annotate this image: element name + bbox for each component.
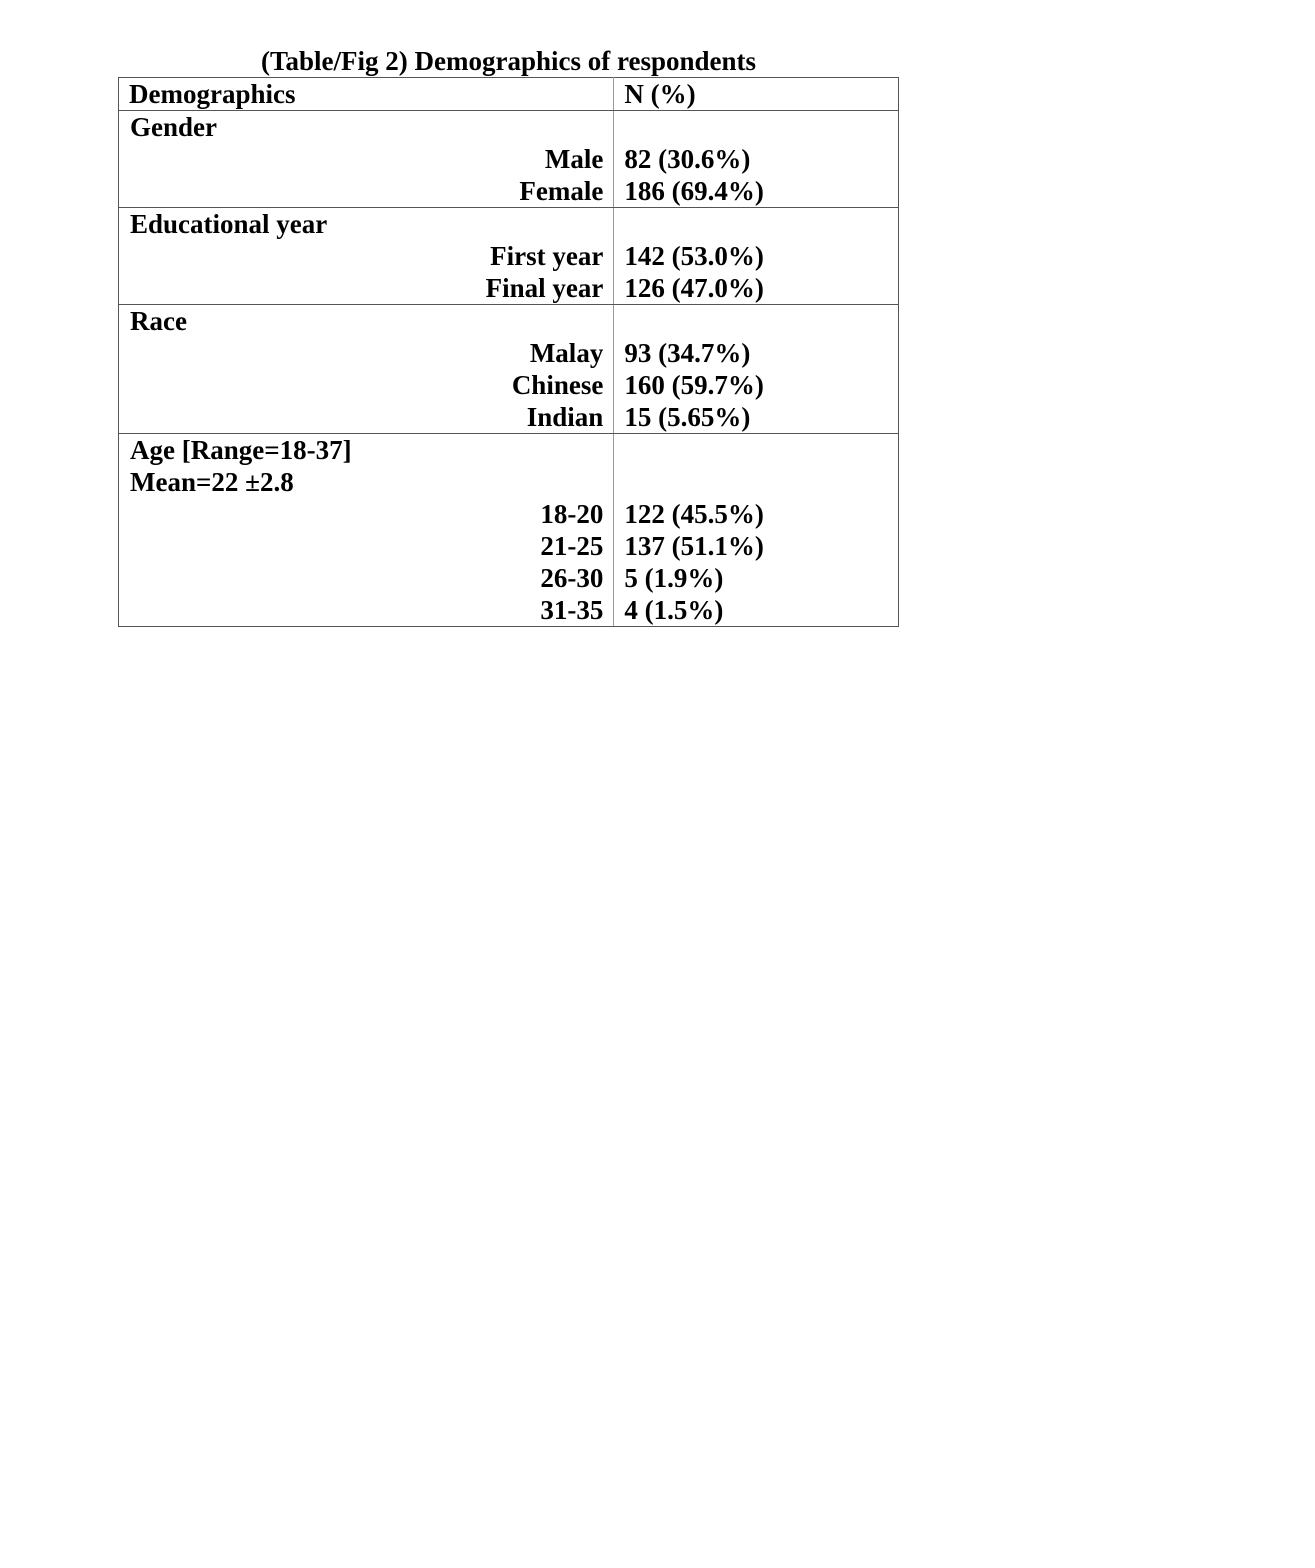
row-value: 137 (51.1%) <box>614 530 899 562</box>
table-row <box>119 175 899 208</box>
category-row-race <box>119 305 899 338</box>
table-title: (Table/Fig 2) Demographics of respondents <box>260 46 757 76</box>
row-label: 26-30 <box>119 562 614 594</box>
category-label: Race <box>119 305 614 338</box>
row-value: 142 (53.0%) <box>614 240 899 272</box>
row-value: 15 (5.65%) <box>614 401 899 434</box>
row-label: First year <box>119 240 614 272</box>
category-row-educational-year <box>119 208 899 241</box>
row-value: 160 (59.7%) <box>614 369 899 401</box>
table-row <box>119 337 899 369</box>
header-demographics: Demographics <box>119 78 614 111</box>
row-value: 4 (1.5%) <box>614 594 899 627</box>
category-row-gender <box>119 111 899 144</box>
table-row <box>119 143 899 175</box>
row-value: 93 (34.7%) <box>614 337 899 369</box>
category-row-age-mean <box>119 466 899 498</box>
category-row-age <box>119 434 899 467</box>
row-label: Final year <box>119 272 614 305</box>
row-value: 186 (69.4%) <box>614 175 899 208</box>
table-row <box>119 498 899 530</box>
table-header-row <box>119 78 899 111</box>
row-label: 31-35 <box>119 594 614 627</box>
table-row <box>119 240 899 272</box>
category-label: Gender <box>119 111 614 144</box>
row-value: 82 (30.6%) <box>614 143 899 175</box>
table-row <box>119 562 899 594</box>
table-row <box>119 401 899 434</box>
row-value: 122 (45.5%) <box>614 498 899 530</box>
table-row <box>119 369 899 401</box>
category-label: Educational year <box>119 208 614 241</box>
row-label: Indian <box>119 401 614 434</box>
demographics-table <box>118 77 899 627</box>
row-label: Male <box>119 143 614 175</box>
row-label: Chinese <box>119 369 614 401</box>
table-row <box>119 272 899 305</box>
row-value: 126 (47.0%) <box>614 272 899 305</box>
table-row <box>119 530 899 562</box>
row-label: 21-25 <box>119 530 614 562</box>
category-label-line2: Mean=22 ±2.8 <box>119 466 614 498</box>
header-n-percent: N (%) <box>614 78 899 111</box>
row-label: Malay <box>119 337 614 369</box>
row-label: Female <box>119 175 614 208</box>
category-label: Age [Range=18-37] <box>119 434 614 467</box>
row-value: 5 (1.9%) <box>614 562 899 594</box>
table-row <box>119 594 899 627</box>
row-label: 18-20 <box>119 498 614 530</box>
